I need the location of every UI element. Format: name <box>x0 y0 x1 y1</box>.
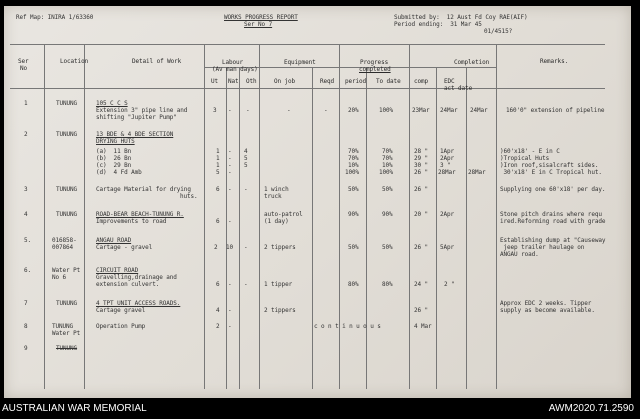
col-ser-no: Ser <box>18 58 29 65</box>
column-rule <box>226 67 227 389</box>
report-title: WORKS PROGRESS REPORT <box>224 14 298 21</box>
period-ending: Period ending: 31 Mar 45 <box>394 21 482 28</box>
col-progress-note: completed <box>359 66 391 73</box>
col-labour-note: (Av man days) <box>212 66 258 73</box>
column-rule <box>312 67 313 389</box>
caption-bar <box>0 400 640 419</box>
header-bottom-rule <box>10 88 605 89</box>
table-top-rule <box>10 44 605 45</box>
col-progress: Progress <box>360 59 389 66</box>
column-rule <box>84 44 85 389</box>
col-location: Location <box>60 58 89 65</box>
column-rule <box>44 44 45 389</box>
column-rule <box>366 67 367 389</box>
col-detail: Detail of Work <box>132 58 182 65</box>
column-rule <box>339 44 340 389</box>
ref-map: Ref Map: INIRA 1/63360 <box>16 14 94 21</box>
column-rule <box>409 44 410 389</box>
column-rule <box>259 44 260 389</box>
col-completion: Completion <box>454 59 490 66</box>
column-rule <box>204 44 205 389</box>
column-rule <box>466 67 467 389</box>
document-page: Ref Map: INIRA 1/63360 WORKS PROGRESS REPORT Ser No 7 Submitted by: 12 Aust Fd Coy RAE(AIF) Period ending: 31 Mar 45 01/4515? Ser No Location Detail of Work Labour (Av man days) Ut Nat Oth Equipment On job Reqd Progress completed period To date Completion comp EDC act date Remarks. 1 TUNUNG 105 C C S Extension 3" pipe line and shifting "Jupiter Pump" 3 - - - - 20% 100% 23Mar 24Mar 24Mar 160'0" extension of pipeline 2 TUNUNG 13 BDE & 4 BDE SECTION DRYING HUTS (a) 11 Bn (b) 26 Bn (c) 29 Bn (d) 4 Fd Amb 1 1 1 5 - - - - 4 5 5 70% 70% 10% 100% 70% 70% 10% 100% 28 " 29 " 30 " 26 " 1Apr 2Apr 3 " 28Mar 28Mar )60'x18' - E in C )Tropical Huts )Iron roof,sisalcraft sides. 30'x18' E in C Tropical hut. 3 TUNUNG Cartage Material for drying huts. 6 - - 1 winch truck 50% 50% 26 " Supplying one 60'x18' per day. 4 TUNUNG ROAD-BEAR BEACH-TUNUNG R. Improvements to road 6 - auto-patrol (1 day) 90% 90% 20 " 2Apr Stone pitch drains where requ ired.Reforming road with grade 5. 016858- 007864 ANGAU ROAD Cartage - gravel 2 10 - 2 tippers 50% 50% 26 " 5Apr Establishing dump at "Causeway jeep trailer haulage on ANGAU road. 6. Water Pt No 6 CIRCUIT ROAD Gravelling,drainage and extension culvert. 6 - - 1 tipper 80% 80% 24 " 2 " 7 TUNUNG 4 TPT UNIT ACCESS ROADS. Cartage gravel 4 - 2 tippers 26 " Approx EDC 2 weeks. Tipper supply as become available. 8 TUNUNG Water Pt Operation Pump 2 - c o n t i n u o u s 4 Mar 9 TUNUNG <box>4 6 631 398</box>
column-rule <box>239 67 240 389</box>
column-rule <box>496 44 497 389</box>
accession-number: AWM2020.71.2590 <box>548 403 634 414</box>
col-remarks: Remarks. <box>540 58 569 65</box>
column-rule <box>436 67 437 389</box>
report-serial: Ser No 7 <box>244 21 273 28</box>
submitted-by: Submitted by: 12 Aust Fd Coy RAE(AIF) <box>394 14 528 21</box>
col-equipment: Equipment <box>284 59 316 66</box>
archive-credit: AUSTRALIAN WAR MEMORIAL <box>2 403 147 414</box>
col-labour: Labour <box>222 59 244 66</box>
reference-number: 01/4515? <box>484 28 513 35</box>
